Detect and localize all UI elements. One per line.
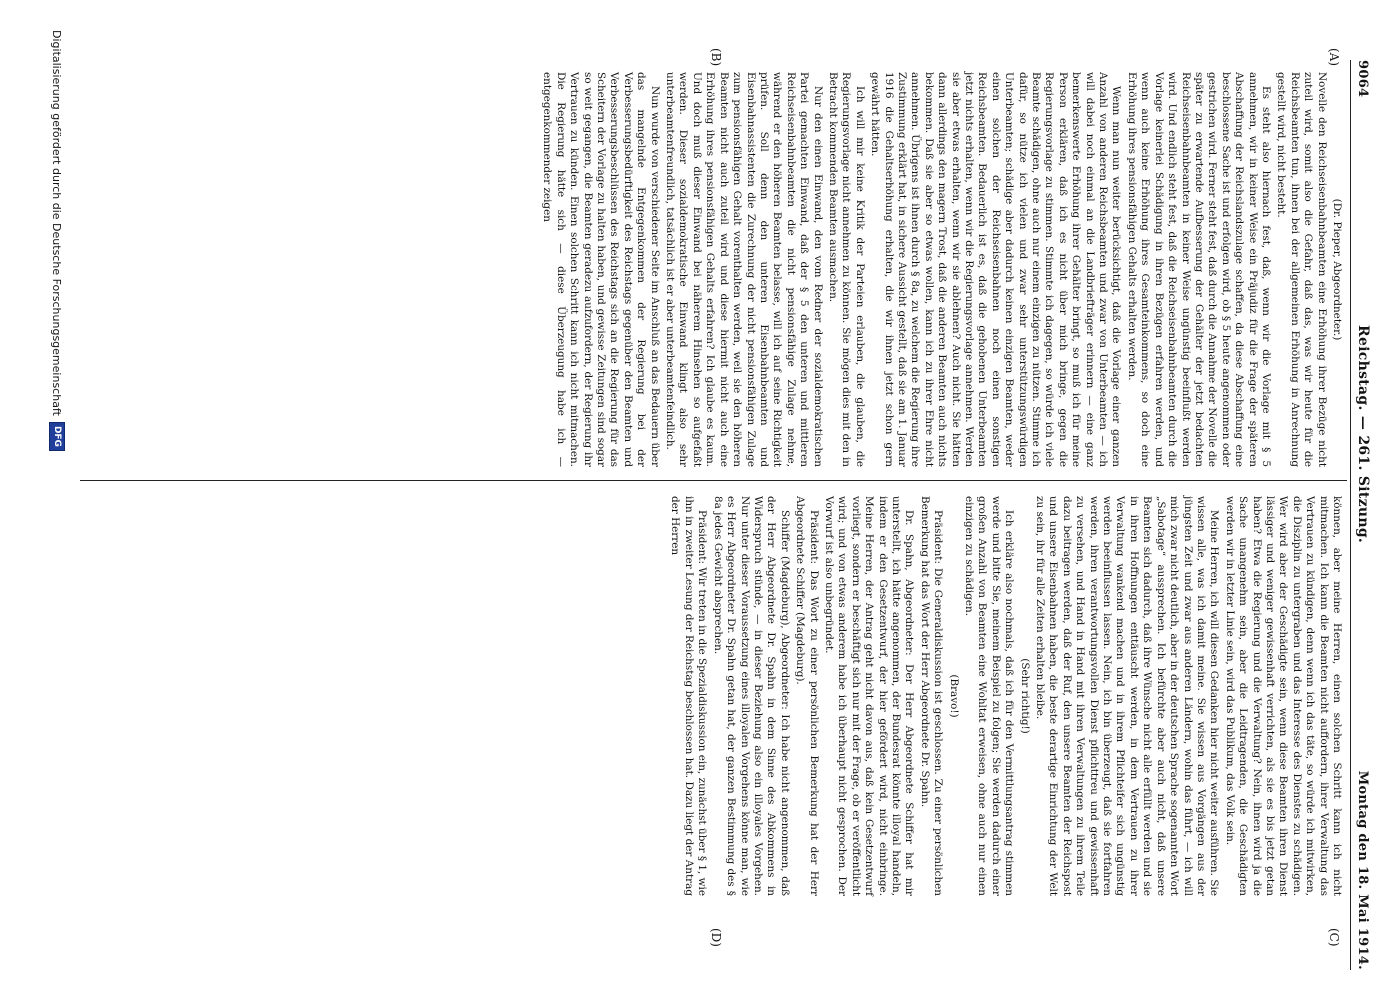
paragraph: können, aber meine Herren, einen solchen Schritt kann ich nicht mitmachen. Ich kann die Beamten nicht auffordern, ihrer Verwaltung das Vertrauen zu kündigen, denn wenn ich das täte, so würde ich mitwirken, die Disziplin zu untergraben und das Interesse des Dienstes zu schädigen. Wer wird aber der Geschädigte sein, wenn diese Beamten ihren Dienst lässiger und weniger gewissenhaft verrichten, als sie es bis jetzt getan haben? Etwa die Regierung und die Verwaltung? Nein, ihnen wird ja die Sache unangenehm sein, aber die Leidtragenden, die Geschädigten werden wir in letzter Linie sein, wird das Publikum, das Volk sein. [1223,496,1343,896]
paragraph: Novelle den Reichseisenbahnbeamten eine Erhöhung ihrer Bezüge nicht zuteil wird, somit also die Gefahr, daß das, was wir heute für die Reichsbeamten tun, ihnen bei der allgemeinen Erhöhung in Anrechnung gestellt wird, nicht besteht. [1275,72,1328,467]
margin-marker-b: (B) [709,48,723,67]
dfg-logo: DFG [49,422,65,451]
speaker-note: (Dr. Pieper, Abgeordneter.) [1331,198,1343,341]
interjection: (Sehr richtig!) [1018,658,1031,734]
page-header [1351,60,1375,970]
interjection: (Bravo!) [947,674,960,718]
paragraph: Präsident: Wir treten in die Spezialdiskussion ein, zunächst über § 1, wie ihn in zweiter Lesung der Reichstag beschlossen hat. Dazu liegt der Antrag der Herren [669,496,709,896]
session-title: Reichstag. — 261. Sitzung. [1355,325,1371,544]
digitization-credit [49,30,65,980]
left-column [538,72,1343,467]
margin-marker-d: (D) [709,928,723,947]
paragraph: Präsident: Das Wort zu einer persönlichen Bemerkung hat der Herr Abgeordnete Schiffer (Magdeburg). [794,496,820,896]
paragraph: Schiffer (Magdeburg), Abgeordneter: Ich habe nicht angenommen, daß der Herr Abgeordnete Dr. Spahn in dem Sinne des Abkommens in Widerspruch stünde, — in dieser Beziehung also ein illoyales Vorgehen. Nur unter dieser Voraussetzung eines illoyalen Vorgehens könne man, wie es Herr Abgeordneter Dr. Spahn getan hat, der ganzen Bestimmung des § 8a jedes Gewicht absprechen. [711,496,791,896]
right-column [666,496,1343,896]
credit-text: Digitalisierung gefördert durch die Deutsche Forschungsgemeinschaft [50,30,64,416]
paragraph: Wenn man nun weiter berücksichtigt, daß die Vorlage einer ganzen Anzahl von anderen Reichsbeamten und zwar von Unterbeamten — ich will dabei noch einmal an die Landbriefträger erinnern — eine ganz bemerkenswerte Erhöhung ihrer Gehälter bringt, so muß ich für meine Person erklären, daß ich es nicht über mich bringe, gegen die Regierungsvorlage zu stimmen. Stimmte ich dagegen, so würde ich viele Beamte schädigen, ohne auch nur einem einzigen zu nützen. Stimme ich dafür, so nütze ich vielen und zwar sehr unterstützungswürdigen Unterbeamten; schädige aber dadurch keinen einzigen Beamten, weder einen solchen der Reichseisenbahnen noch einen sonstigen Reichsbeamten. Bedauerlich ist es, daß die gehobenen Unterbeamten jetzt nichts erhalten, wenn wir die Regierungsvorlage annehmen. Werden sie aber etwas erhalten, wenn wir sie ablehnen? Auch nicht. Sie hätten dann allerdings den magern Trost, daß die anderen Beamten auch nichts bekommen. Daß sie aber so etwas wollen, kann ich zu ihrer Ehre nicht annehmen. Übrigens ist ihnen durch § 8a, zu welchem die Regierung ihre Zustimmung erklärt hat, in sichere Aussicht gestellt, daß sie am 1. Januar 1916 die Gehaltserhöhung erhalten, die wir ihnen jetzt schon gern gewährt hätten. [869,72,1123,467]
paragraph: Meine Herren, ich will diesen Gedanken hier nicht weiter ausführen. Sie wissen alle, was ich damit meine. Sie wissen aus Vorgängen aus der jüngsten Zeit und zwar aus anderen Ländern, wohin das führt, — ich will mich zwar nicht deutlich, aber in der deutschen Sprache sogenannten Wort „Sabotage“ aussprechen. Ich befürchte aber auch nicht, daß unsere Beamten sich dadurch, daß ihre Wünsche nicht alle erfüllt werden und sie in ihren Hoffnungen enttäuscht werden, in dem Vertrauen zu ihrer Verwaltung wankend machen und in ihrem Pflichteifer sich ungünstig werden beeinflussen lassen. Nein, ich bin überzeugt, daß sie fortfahren werden, ihren verantwortungsvollen Dienst pflichttreu und gewissenhaft zu versehen, und Hand in Hand mit ihren Verwaltungen zu ihrem Teile dazu beitragen werden, daß der Ruf, den unsere Beamten der Reichspost und unsere Eisenbahnen haben, die beste derartige Einrichtung der Welt zu sein, ihr für alle Zeiten erhalten bleibe. [1034,496,1221,896]
paragraph: Dr. Spahn, Abgeordneter: Der Herr Abgeordnete Schiffer hat mir unterstellt, ich hätte angenommen, der Bundesrat könnte illoyal handeln, indem er den Gesetzentwurf, der hier gefördert wird, nicht einbringe. Meine Herren, der Antrag geht nicht davon aus, daß kein Gesetzentwurf vorliegt, sondern er beschäftigt sich nur mit der Frage, ob er veröffentlicht wird; und von etwas anderem habe ich überhaupt nicht gesprochen. Der Vorwurf ist also unbegründet. [822,496,916,896]
paragraph: Präsident: Die Generaldiskussion ist geschlossen. Zu einer persönlichen Bemerkung hat das Wort der Herr Abgeordnete Dr. Spahn. [918,496,945,896]
session-date: Montag den 18. Mai 1914. [1355,770,1371,970]
paragraph: Ich erkläre also nochmals, daß ich für den Vermittlungsantrag stimmen werde und bitte Sie, meinem Beispiel zu folgen; Sie werden dadurch einer großen Anzahl von Beamten eine Wohltat erweisen, ohne auch nur einen einzigen zu schädigen. [963,496,1016,896]
paragraph: Es steht also hiernach fest, daß, wenn wir die Vorlage mit § 5 annehmen, wir in keiner Weise ein Präjudiz für die Frage der späteren Abschaffung der Reichslandszulage schaffen, da diese Abschaffung eine beschlossene Sache ist und erfolgen wird, ob § 5 heute angenommen oder gestrichen wird. Ferner steht fest, daß durch die Annahme der Novelle die später zu erwartende Aufbesserung der Gehälter der jetzt bedachten Reichseisenbahnbeamten in keiner Weise ungünstig beeinflußt werden wird. Und endlich steht fest, daß die Reichseisenbahnbeamten durch die Vorlage keinerlei Schädigung in ihren Bezügen erfahren werden, und wenn auch keine Erhöhung ihres Gesamteinkommens, so doch eine Erhöhung ihres pensionsfähigen Gehalts erhalten werden. [1125,72,1272,467]
paragraph: Ich will mir keine Kritik der Parteien erlauben, die glauben, die Regierungsvorlage nicht annehmen zu können. Sie mögen dies mit den in Betracht kommenden Beamten ausmachen. [826,72,866,467]
page-number: 9064 [1355,60,1371,98]
margin-marker-a: (A) [1327,48,1341,67]
paragraph: Nun wurde von verschiedener Seite im Anschluß an das Bedauern über das mangelnde Entgegenkommen der Regierung bei der Verbesserungsbedürftigkeit des Reichstags gegenüber den Beamten und Verbesserungsbeschlüssen des Reichstags sich an die Regierung für das Scheitern der Vorlage zu halten haben, und gewisse Zeitungen sind sogar so weit gegangen, die Beamten geradezu aufzufordern, der Regierung ihr Vertrauen zu künden. Einen solchen Schritt kann ich nicht mitmachen. Die Regierung hätte sich — diese Überzeugung habe ich — entgegenkommender zeigen [541,72,661,467]
margin-marker-c: (C) [1327,928,1341,947]
header-rule [1350,60,1351,970]
paragraph: Nur den einen Einwand, den vom Redner der sozialdemokratischen Partei gemachten Einwand, daß der § 5 den unteren und mittleren Reichseisenbahnbeamten die nicht pensionsfähige Zulage nehme, während er den höheren Beamten belasse, will ich auf seine Richtigkeit prüfen. Soll denn den unteren Eisenbahnbeamten und Eisenbahnassistenten die Zurechnung der nicht pensionsfähigen Zulage zum pensionsfähigen Gehalt vorenthalten werden, weil sie den höheren Beamten nicht auch zuteil wird und diese hiermit nicht auch eine Erhöhung ihres pensionsfähigen Gehalts erfahren? Ich glaube es kaum. Und doch muß dieser Einwand bei näherem Hinsehen so aufgefaßt werden. Dieser sozialdemokratische Einwand klingt also sehr unterbeamtenfreundlich, tatsächlich ist er aber unterbeamtenfeindlich. [664,72,824,467]
column-divider [80,480,1347,481]
